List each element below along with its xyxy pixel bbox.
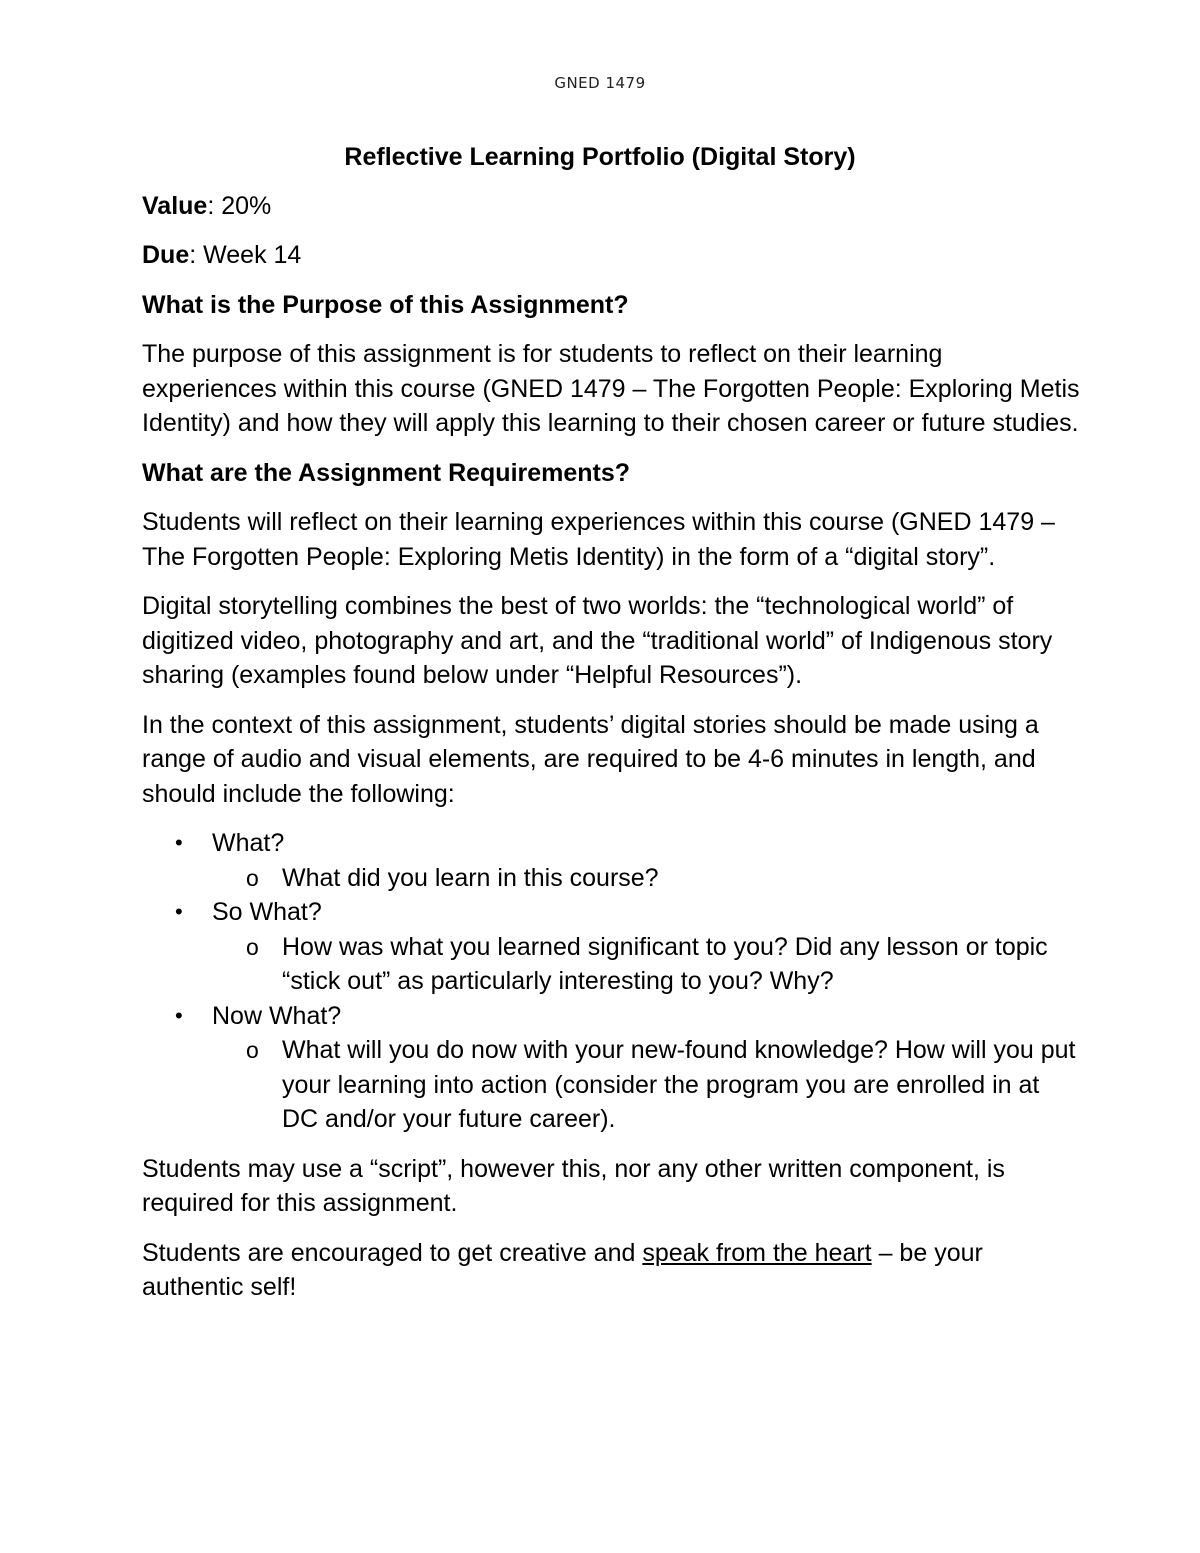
closing-text-start: Students are encouraged to get creative and <box>142 1238 643 1267</box>
bullet-dot-icon: • <box>175 1002 183 1028</box>
page-header-course-code: GNED 1479 <box>554 74 646 92</box>
sub-item-text: How was what you learned significant to you? Did any lesson or topic “stick out” as particularly interesting to you? Why? <box>282 932 1048 995</box>
bullet-label: What? <box>212 829 285 857</box>
sub-item-text: What will you do now with your new-found knowledge? How will you put your learning into action (consider the program you are enrolled in at DC and/or your future career). <box>282 1036 1076 1133</box>
sub-list <box>212 861 1082 896</box>
due-line <box>142 238 1082 273</box>
reflection-bullet-list <box>142 826 1082 1137</box>
value-label: Value <box>142 191 208 220</box>
sub-bullet-icon: o <box>246 864 259 891</box>
value-line <box>142 189 1082 224</box>
bullet-dot-icon: • <box>175 899 183 924</box>
document-body <box>142 140 1082 1320</box>
sub-item <box>212 930 1082 999</box>
purpose-heading: What is the Purpose of this Assignment? <box>142 290 629 319</box>
requirements-paragraph-2: Digital storytelling combines the best of two worlds: the “technological world” of digitized video, photography and art, and the “traditional world” of Indigenous story sharing (examples found below under “Helpful Resources”). <box>142 592 1053 689</box>
script-paragraph: Students may use a “script”, however this, nor any other written component, is required for this assignment. <box>142 1154 1005 1217</box>
sub-list <box>212 1033 1082 1137</box>
requirements-paragraph-3: In the context of this assignment, students’ digital stories should be made using a range of audio and visual elements, are required to be 4-6 minutes in length, and should include the following: <box>142 710 1039 808</box>
requirements-paragraph-1: Students will reflect on their learning experiences within this course (GNED 1479 – The Forgotten People: Exploring Metis Identity) in the form of a “digital story”. <box>142 508 1055 571</box>
due-text: : Week 14 <box>189 241 302 269</box>
purpose-paragraph: The purpose of this assignment is for students to reflect on their learning experiences within this course (GNED 1479 – The Forgotten People: Exploring Metis Identity) and how they will apply this learning to their chosen career or future studies. <box>142 340 1080 437</box>
bullet-label: Now What? <box>212 1001 342 1030</box>
sub-bullet-icon: o <box>246 933 259 960</box>
value-text: : 20% <box>207 191 272 220</box>
bullet-item-so-what <box>142 895 1082 999</box>
closing-underlined-phrase: speak from the heart <box>642 1238 872 1267</box>
bullet-dot-icon: • <box>175 830 183 855</box>
sub-item <box>212 1033 1082 1137</box>
bullet-label: So What? <box>212 898 322 926</box>
closing-paragraph <box>142 1236 1082 1305</box>
sub-bullet-icon: o <box>246 1037 259 1063</box>
sub-item <box>212 861 1082 896</box>
due-label: Due <box>142 241 190 269</box>
requirements-heading: What are the Assignment Requirements? <box>142 458 631 487</box>
bullet-item-what <box>142 826 1082 895</box>
document-title: Reflective Learning Portfolio (Digital Story) <box>344 143 856 171</box>
bullet-item-now-what <box>142 999 1082 1137</box>
closing-text-end: – be your authentic self! <box>142 1238 983 1301</box>
sub-item-text: What did you learn in this course? <box>282 863 659 892</box>
sub-list <box>212 930 1082 999</box>
